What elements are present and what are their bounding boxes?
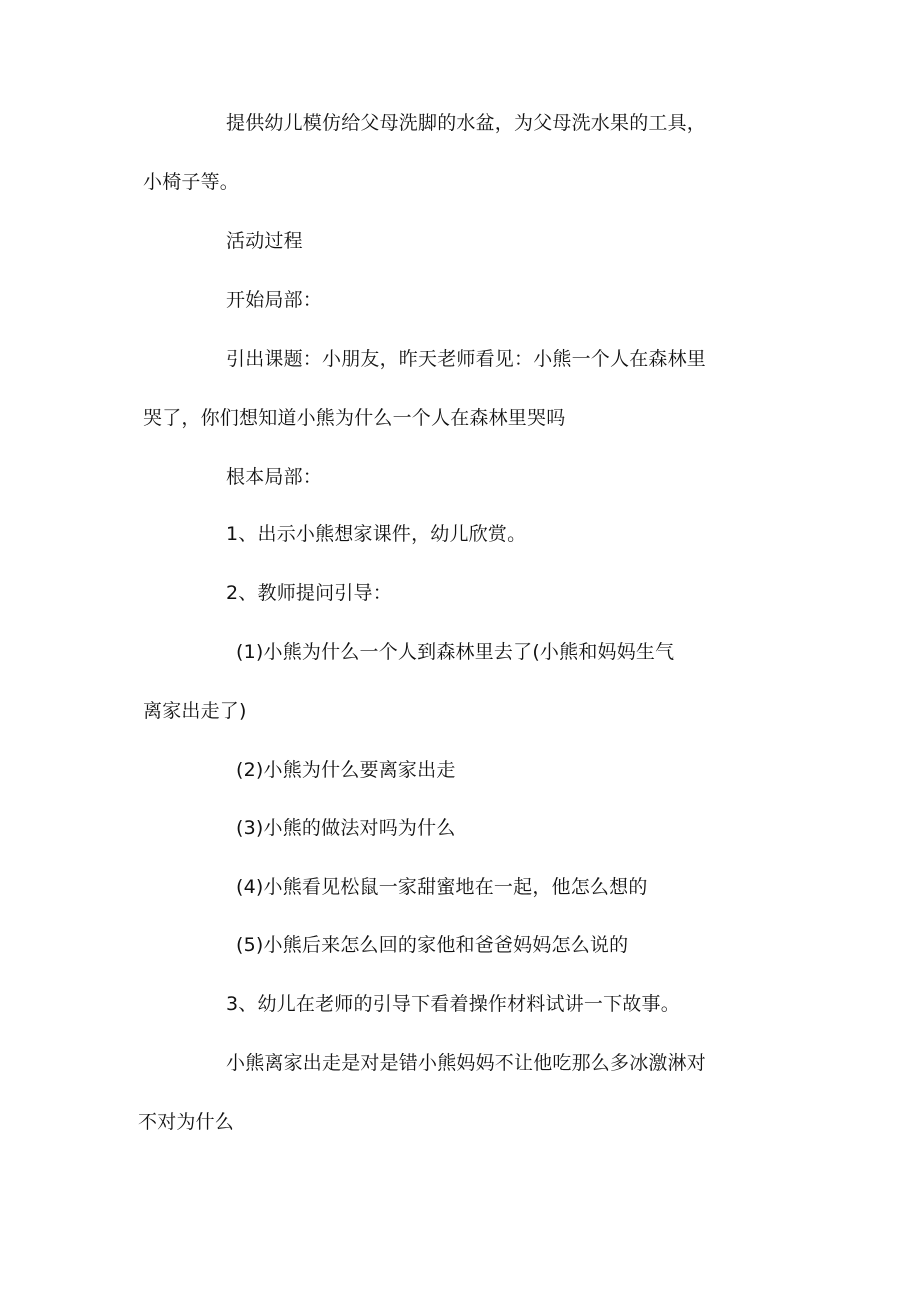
paragraph-materials: 提供幼儿模仿给父母洗脚的水盆，为父母洗水果的工具，	[226, 112, 707, 134]
question-1: (1)小熊为什么一个人到森林里去了(小熊和妈妈生气	[236, 641, 675, 663]
paragraph-discussion-cont: 不对为什么	[138, 1111, 235, 1133]
paragraph-intro-cont: 哭了，你们想知道小熊为什么一个人在森林里哭吗	[143, 407, 566, 429]
section-heading-process: 活动过程	[226, 230, 303, 252]
question-3: (3)小熊的做法对吗为什么	[236, 817, 456, 839]
paragraph-intro: 引出课题：小朋友，昨天老师看见：小熊一个人在森林里	[226, 348, 707, 370]
list-item-3: 3、幼儿在老师的引导下看着操作材料试讲一下故事。	[226, 993, 680, 1015]
section-heading-start: 开始局部：	[226, 289, 323, 311]
question-5: (5)小熊后来怎么回的家他和爸爸妈妈怎么说的	[236, 934, 629, 956]
question-2: (2)小熊为什么要离家出走	[236, 759, 456, 781]
question-4: (4)小熊看见松鼠一家甜蜜地在一起，他怎么想的	[236, 876, 648, 898]
paragraph-materials-cont: 小椅子等。	[143, 171, 240, 193]
list-item-1: 1、出示小熊想家课件，幼儿欣赏。	[226, 523, 527, 545]
list-item-2: 2、教师提问引导：	[226, 582, 392, 604]
paragraph-discussion: 小熊离家出走是对是错小熊妈妈不让他吃那么多冰激淋对	[226, 1052, 707, 1074]
section-heading-basic: 根本局部：	[226, 466, 323, 488]
question-1-cont: 离家出走了)	[143, 700, 247, 722]
